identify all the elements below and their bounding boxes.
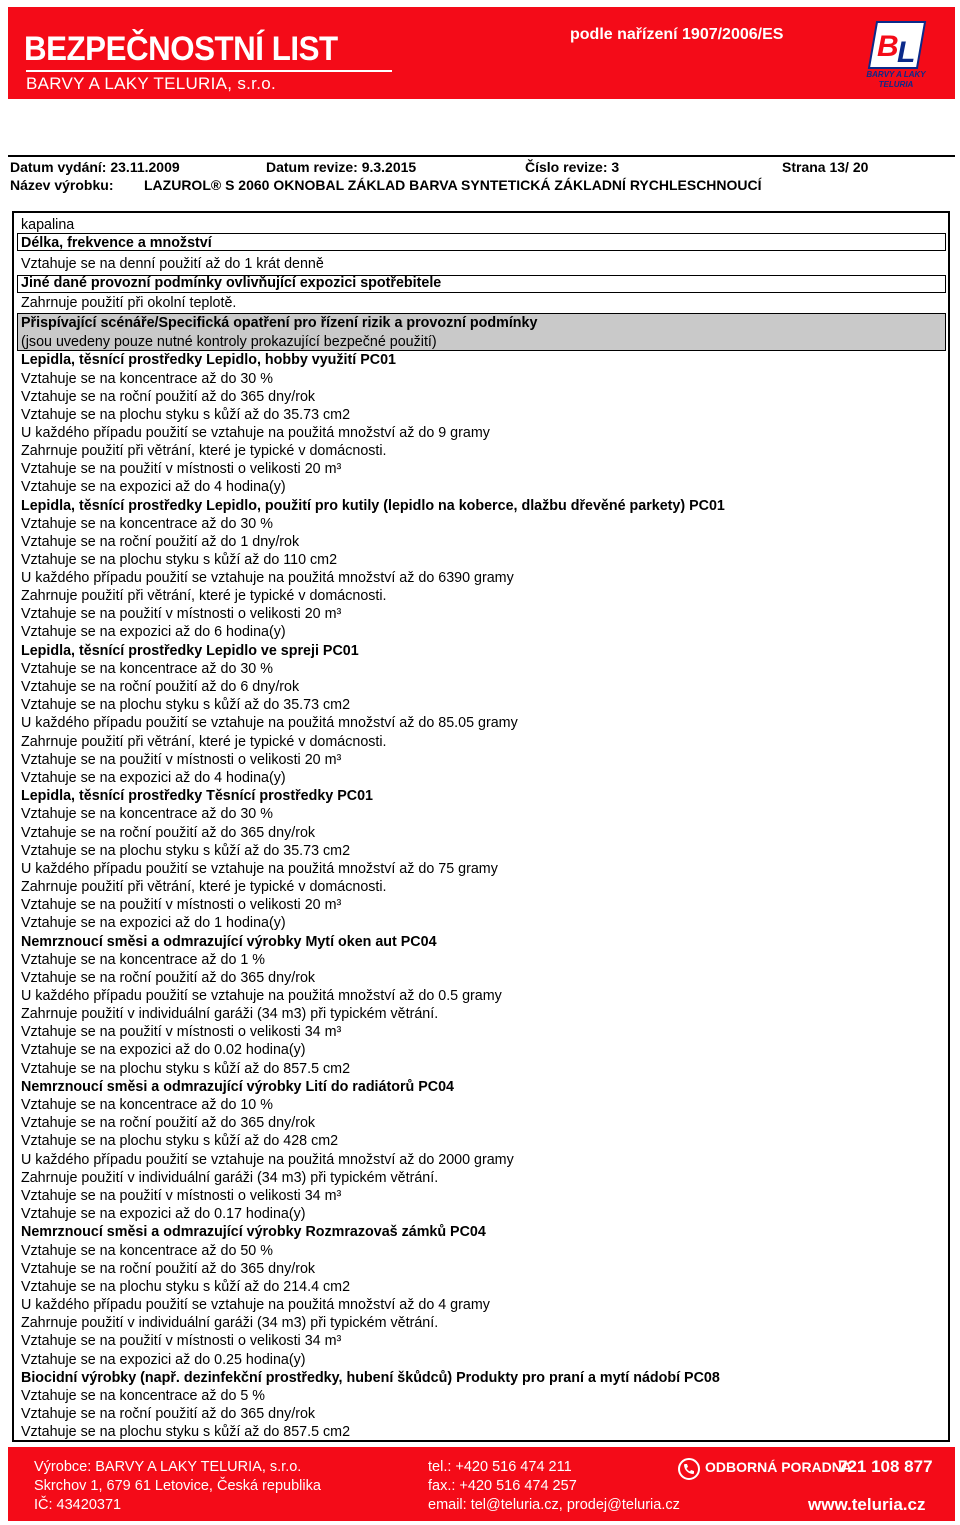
content-line: Vztahuje se na roční použití až do 365 dny/rok [21, 970, 316, 986]
content-line: Zahrnuje použití v individuální garáži (34 m3) při typickém větrání. [21, 1315, 439, 1331]
use-case-heading: Lepidla, těsnící prostředky Lepidlo, použití pro kutily (lepidlo na koberce, dlažbu dřevěné parkety) PC01 [21, 498, 725, 514]
content-line: Vztahuje se na plochu styku s kůží až do 35.73 cm2 [21, 843, 351, 859]
content-line: Vztahuje se na koncentrace až do 30 % [21, 371, 273, 387]
footer-maker: Výrobce: BARVY A LAKY TELURIA, s.r.o. [34, 1459, 302, 1475]
content-line: Vztahuje se na použití v místnosti o velikosti 20 m³ [21, 752, 342, 768]
content-subheading: Jiné dané provozní podmínky ovlivňující expozici spotřebitele [21, 275, 442, 291]
meta-row-dates [8, 155, 955, 177]
content-line: kapalina [21, 217, 75, 233]
content-line: Vztahuje se na denní použití až do 1 krát denně [21, 256, 324, 272]
content-line: U každého případu použití se vztahuje na použitá množství až do 6390 gramy [21, 570, 514, 586]
content-line: Vztahuje se na koncentrace až do 5 % [21, 1388, 265, 1404]
svg-text:B: B [877, 30, 899, 63]
content-line: Vztahuje se na roční použití až do 365 dny/rok [21, 1406, 316, 1422]
content-line: Vztahuje se na roční použití až do 365 dny/rok [21, 825, 316, 841]
content-line: Vztahuje se na roční použití až do 1 dny/rok [21, 534, 300, 550]
content-line: Vztahuje se na koncentrace až do 1 % [21, 952, 265, 968]
footer-fax: fax.: +420 516 474 257 [428, 1478, 577, 1494]
content-line: Vztahuje se na koncentrace až do 30 % [21, 516, 273, 532]
content-line: Vztahuje se na použití v místnosti o velikosti 20 m³ [21, 897, 342, 913]
content-line: Vztahuje se na roční použití až do 6 dny/rok [21, 679, 300, 695]
content-line: Zahrnuje použití při větrání, které je typické v domácnosti. [21, 879, 387, 895]
content-line: Vztahuje se na expozici až do 0.17 hodina(y) [21, 1206, 306, 1222]
footer-address: Skrchov 1, 679 61 Letovice, Česká republika [34, 1478, 321, 1494]
meta-row-product [8, 175, 955, 197]
content-line: Vztahuje se na použití v místnosti o velikosti 34 m³ [21, 1024, 342, 1040]
use-case-heading: Nemrznoucí směsi a odmrazující výrobky Rozmrazovaš zámků PC04 [21, 1224, 486, 1240]
section-heading: Přispívající scénáře/Specifická opatření pro řízení rizik a provozní podmínky [21, 315, 538, 331]
content-line: Vztahuje se na použití v místnosti o velikosti 20 m³ [21, 606, 342, 622]
content-box [12, 211, 950, 1442]
website-link[interactable]: www.teluria.cz [808, 1495, 926, 1514]
content-line: Vztahuje se na koncentrace až do 30 % [21, 661, 273, 677]
content-line: Vztahuje se na expozici až do 0.25 hodina(y) [21, 1352, 306, 1368]
content-line: Vztahuje se na použití v místnosti o velikosti 34 m³ [21, 1333, 342, 1349]
footer-ico: IČ: 43420371 [34, 1497, 122, 1513]
page-number: Strana 13/ 20 [782, 159, 869, 175]
use-case-heading: Biocidní výrobky (např. dezinfekční prostředky, hubení škůdců) Produkty pro praní a mytí nádobí PC08 [21, 1370, 720, 1386]
svg-text:L: L [897, 36, 916, 69]
content-line: Vztahuje se na expozici až do 1 hodina(y) [21, 915, 286, 931]
logo-text: BARVY A LAKY [866, 70, 926, 79]
product-label: Název výrobku: [10, 177, 114, 193]
content-line: Vztahuje se na expozici až do 0.02 hodina(y) [21, 1042, 306, 1058]
footer-email[interactable]: email: tel@teluria.cz, prodej@teluria.cz [428, 1497, 680, 1513]
use-case-heading: Nemrznoucí směsi a odmrazující výrobky Lití do radiátorů PC04 [21, 1079, 454, 1095]
content-line: Vztahuje se na roční použití až do 365 dny/rok [21, 1261, 316, 1277]
use-case-heading: Nemrznoucí směsi a odmrazující výrobky Mytí oken aut PC04 [21, 934, 437, 950]
revision-number: Číslo revize: 3 [525, 159, 620, 175]
section-note: (jsou uvedeny pouze nutné kontroly prokazující bezpečné použití) [21, 334, 437, 350]
content-line: Vztahuje se na expozici až do 6 hodina(y) [21, 624, 286, 640]
content-line: Vztahuje se na použití v místnosti o velikosti 34 m³ [21, 1188, 342, 1204]
content-line: U každého případu použití se vztahuje na použitá množství až do 2000 gramy [21, 1152, 514, 1168]
logo-text: TELURIA [878, 80, 914, 89]
advice-label: ODBORNÁ PORADNA [705, 1459, 852, 1475]
content-line: Zahrnuje použití při větrání, které je typické v domácnosti. [21, 734, 387, 750]
content-line: Vztahuje se na roční použití až do 365 dny/rok [21, 389, 316, 405]
content-line: Zahrnuje použití v individuální garáži (34 m3) při typickém větrání. [21, 1170, 439, 1186]
content-line: Vztahuje se na expozici až do 4 hodina(y) [21, 770, 286, 786]
content-line: Vztahuje se na plochu styku s kůží až do 428 cm2 [21, 1133, 339, 1149]
phone-icon [678, 1458, 700, 1480]
content-line: U každého případu použití se vztahuje na použitá množství až do 9 gramy [21, 425, 490, 441]
content-line: Vztahuje se na plochu styku s kůží až do 35.73 cm2 [21, 697, 351, 713]
footer-band [8, 1447, 955, 1521]
content-line: Vztahuje se na koncentrace až do 30 % [21, 806, 273, 822]
document-title: BEZPEČNOSTNÍ LIST [24, 30, 338, 68]
content-line: Vztahuje se na roční použití až do 365 dny/rok [21, 1115, 316, 1131]
content-line: Vztahuje se na plochu styku s kůží až do 110 cm2 [21, 552, 338, 568]
use-case-heading: Lepidla, těsnící prostředky Lepidlo ve spreji PC01 [21, 643, 359, 659]
content-line: Zahrnuje použití při okolní teplotě. [21, 295, 237, 311]
content-line: Zahrnuje použití při větrání, které je typické v domácnosti. [21, 588, 387, 604]
content-line: Vztahuje se na koncentrace až do 10 % [21, 1097, 273, 1113]
content-line: U každého případu použití se vztahuje na použitá množství až do 75 gramy [21, 861, 498, 877]
content-line: Zahrnuje použití při větrání, které je typické v domácnosti. [21, 443, 387, 459]
content-line: Vztahuje se na plochu styku s kůží až do 35.73 cm2 [21, 407, 351, 423]
regulation-label: podle nařízení 1907/2006/ES [570, 26, 784, 43]
footer-tel: tel.: +420 516 474 211 [428, 1459, 572, 1475]
content-line: U každého případu použití se vztahuje na použitá množství až do 0.5 gramy [21, 988, 502, 1004]
title-underline [26, 70, 392, 72]
advice-phone: 721 108 877 [838, 1457, 933, 1476]
content-line: Vztahuje se na plochu styku s kůží až do 857.5 cm2 [21, 1061, 351, 1077]
content-line: Vztahuje se na plochu styku s kůží až do 214.4 cm2 [21, 1279, 351, 1295]
issue-date: Datum vydání: 23.11.2009 [10, 159, 180, 175]
content-line: Vztahuje se na použití v místnosti o velikosti 20 m³ [21, 461, 342, 477]
content-subheading: Délka, frekvence a množství [21, 235, 212, 251]
use-case-heading: Lepidla, těsnící prostředky Lepidlo, hobby využití PC01 [21, 352, 396, 368]
content-line: Zahrnuje použití v individuální garáži (34 m3) při typickém větrání. [21, 1006, 439, 1022]
content-line: Vztahuje se na plochu styku s kůží až do 857.5 cm2 [21, 1424, 351, 1440]
content-line: U každého případu použití se vztahuje na použitá množství až do 4 gramy [21, 1297, 490, 1313]
content-line: U každého případu použití se vztahuje na použitá množství až do 85.05 gramy [21, 715, 518, 731]
product-name: LAZUROL® S 2060 OKNOBAL ZÁKLAD BARVA SYNTETICKÁ ZÁKLADNÍ RYCHLESCHNOUCÍ [144, 177, 762, 193]
content-line: Vztahuje se na expozici až do 4 hodina(y) [21, 479, 286, 495]
revision-date: Datum revize: 9.3.2015 [266, 159, 417, 175]
use-case-heading: Lepidla, těsnící prostředky Těsnící prostředky PC01 [21, 788, 373, 804]
company-name: BARVY A LAKY TELURIA, s.r.o. [26, 74, 276, 93]
content-line: Vztahuje se na koncentrace až do 50 % [21, 1243, 273, 1259]
